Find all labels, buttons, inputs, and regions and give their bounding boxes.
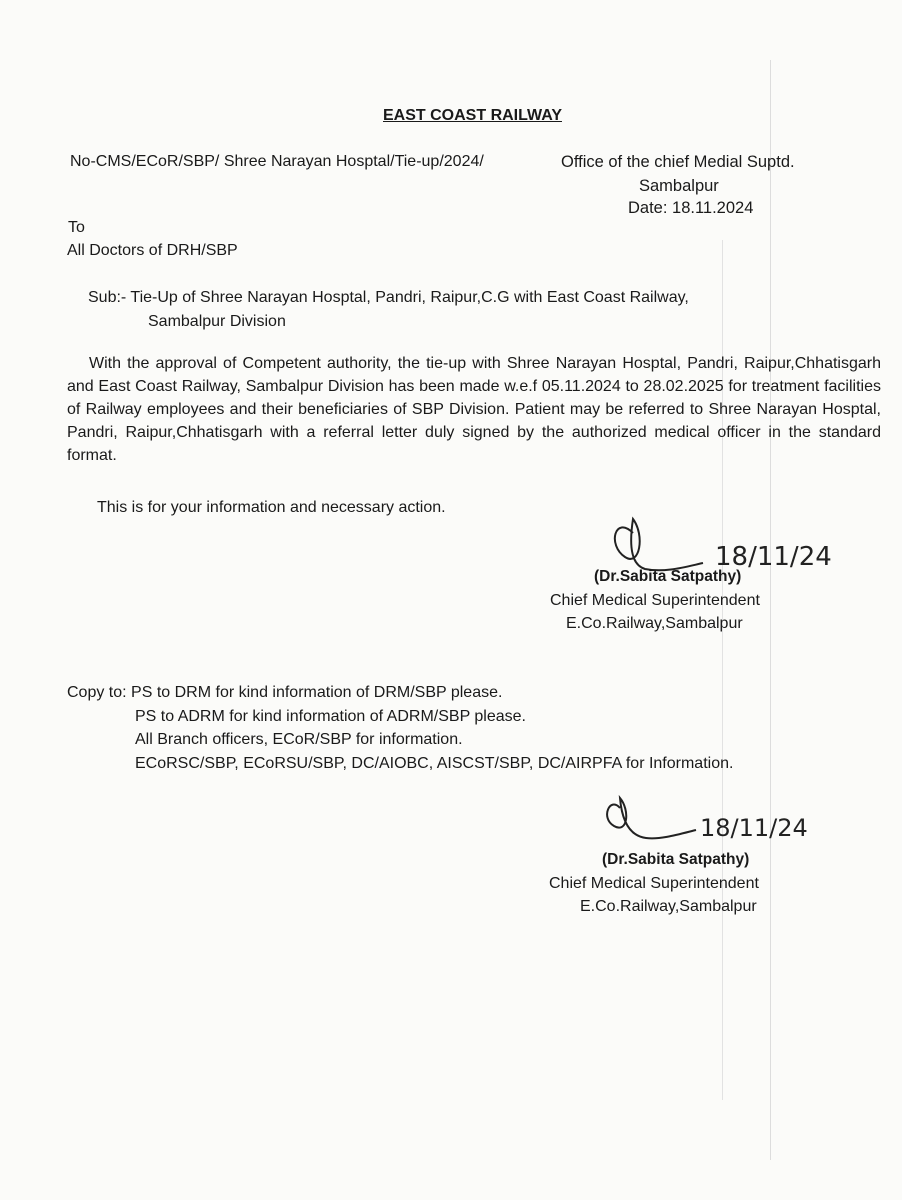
signature-2 <box>600 788 830 858</box>
addressee-label: To <box>68 219 85 236</box>
issuing-office: Office of the chief Medial Suptd. <box>561 153 795 171</box>
subject-line-1: Sub:- Tie-Up of Shree Narayan Hosptal, Pandri, Raipur,C.G with East Coast Railway, <box>88 289 689 306</box>
copy-to-line-2: PS to ADRM for kind information of ADRM/SBP please. <box>135 708 526 725</box>
addressee: All Doctors of DRH/SBP <box>67 242 238 259</box>
signature-2-date: 18/11/24 <box>700 814 808 842</box>
copy-to-line-4: ECoRSC/SBP, ECoRSU/SBP, DC/AIOBC, AISCST/SBP, DC/AIRPFA for Information. <box>135 755 734 772</box>
signatory-title: Chief Medical Superintendent <box>550 592 760 609</box>
signature-1-date: 18/11/24 <box>715 542 832 572</box>
subject-line-2: Sambalpur Division <box>148 313 286 330</box>
signatory-office: E.Co.Railway,Sambalpur <box>566 615 743 632</box>
signatory-title: Chief Medical Superintendent <box>549 875 759 892</box>
letter-reference-number: No-CMS/ECoR/SBP/ Shree Narayan Hosptal/Tie-up/2024/ <box>70 153 484 170</box>
signatory-office: E.Co.Railway,Sambalpur <box>580 898 757 915</box>
scan-artifact-line <box>770 60 771 1160</box>
signatory-name: (Dr.Sabita Satpathy) <box>602 851 750 868</box>
closing-note: This is for your information and necessary action. <box>97 499 446 516</box>
issuing-office-location: Sambalpur <box>639 177 719 195</box>
signatory-name: (Dr.Sabita Satpathy) <box>594 568 742 585</box>
letter-date: Date: 18.11.2024 <box>628 199 754 217</box>
organization-title: EAST COAST RAILWAY <box>383 107 562 124</box>
copy-to-line-3: All Branch officers, ECoR/SBP for information. <box>135 731 463 748</box>
copy-to-line-1: Copy to: PS to DRM for kind information of DRM/SBP please. <box>67 684 503 701</box>
body-paragraph: With the approval of Competent authority, the tie-up with Shree Narayan Hosptal, Pandri, Raipur,Chhatisgarh and East Coast Railway, Sambalpur Division has been made w.e.f 05.11.2024 to 28.02.2025 for treatment facilities of Railway employees and their beneficiaries of SBP Division. Patient may be referred to Shree Narayan Hosptal, Pandri, Raipur,Chhatisgarh with a referral letter duly signed by the authorized medical officer in the standard format. <box>67 355 881 464</box>
